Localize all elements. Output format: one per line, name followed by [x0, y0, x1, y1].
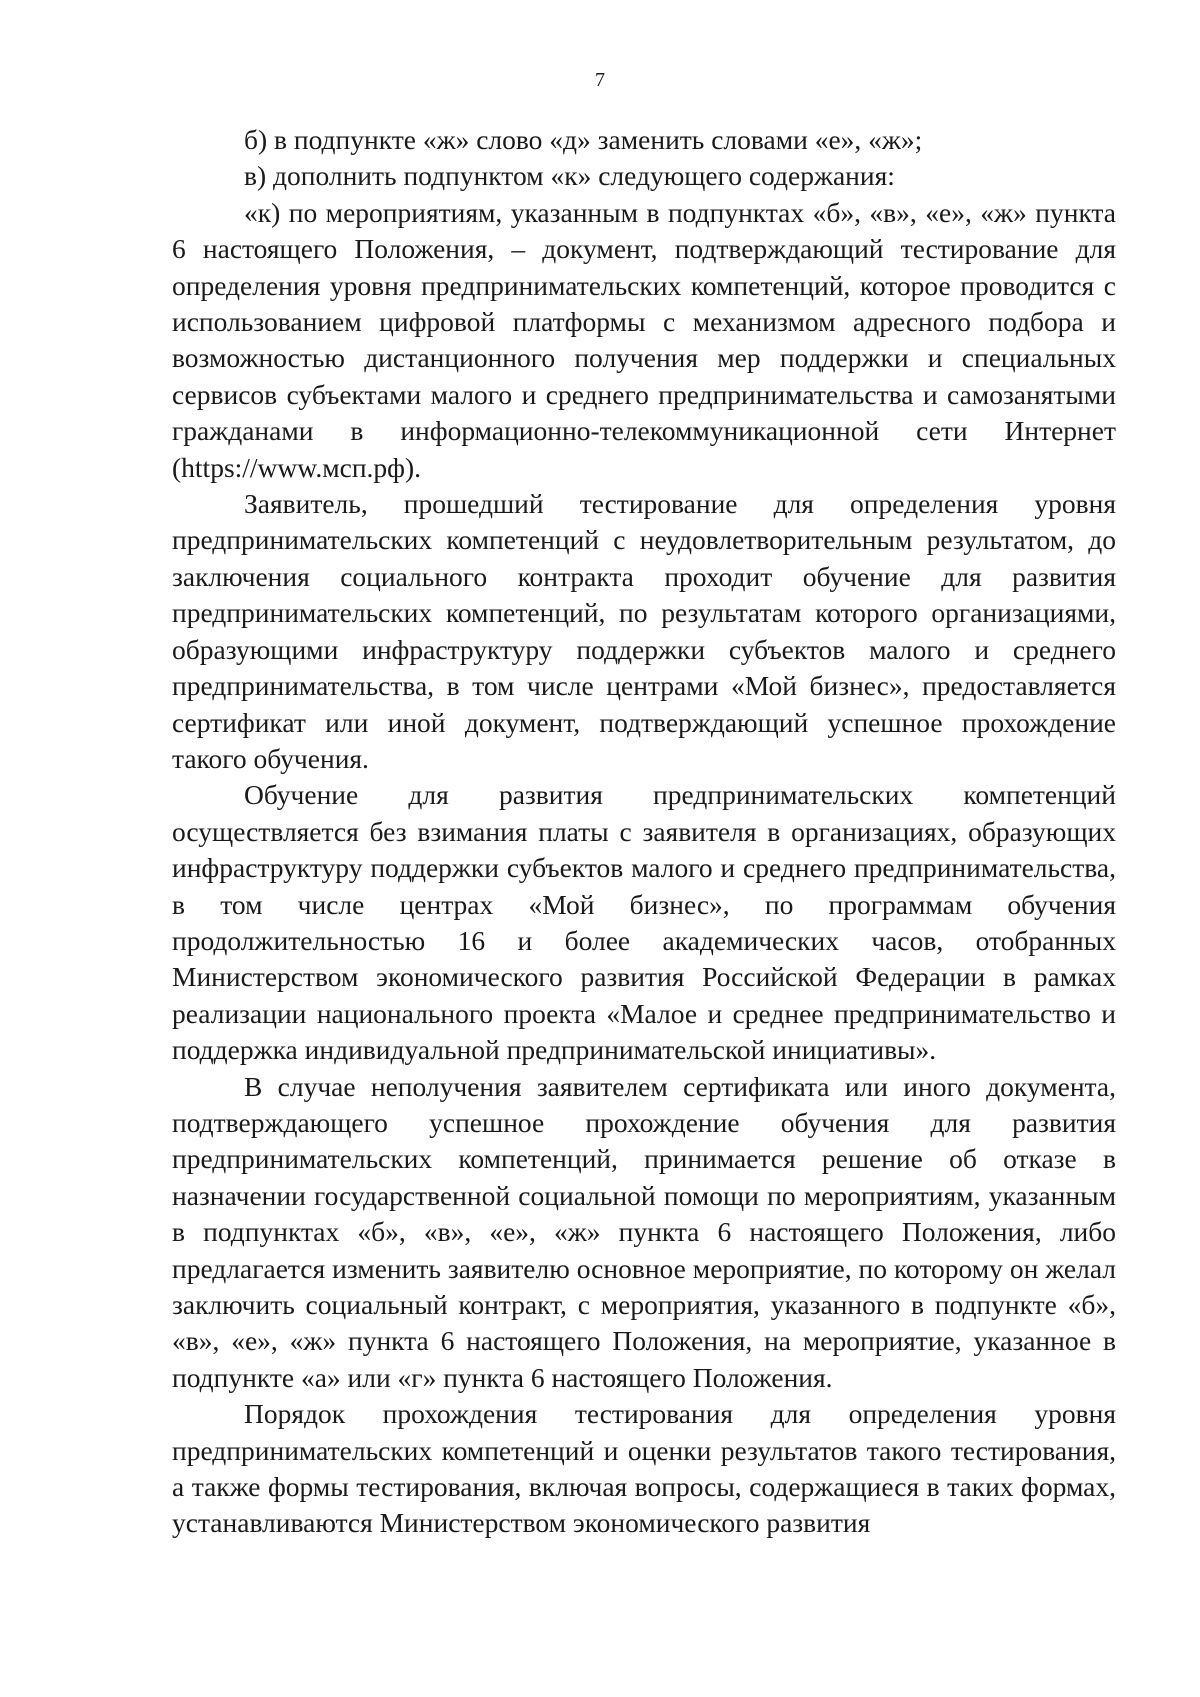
- paragraph-subitem-k: «к) по мероприятиям, указанным в подпунктах «б», «в», «е», «ж» пункта 6 настоящего Положения, – документ, подтверждающий тестирование для определения уровня предпринимательских компетенций, которое проводится с использованием цифровой платформы с механизмом адресного подбора и возможностью дистанционного получения мер поддержки и специальных сервисов субъектами малого и среднего предпринимательства и самозанятыми гражданами в информационно-телекоммуникационной сети Интернет (https://www.мсп.рф).: [172, 196, 1116, 483]
- paragraph-refusal: В случае неполучения заявителем сертификата или иного документа, подтверждающего успешное прохождение обучения для развития предпринимательских компетенций, принимается решение об отказе в назначении государственной социальной помощи по мероприятиям, указанным в подпунктах «б», «в», «е», «ж» пункта 6 настоящего Положения, либо предлагается изменить заявителю основное мероприятие, по которому он желал заключить социальный контракт, с мероприятия, указанного в подпункте «б», «в», «е», «ж» пункта 6 настоящего Положения, на мероприятие, указанное в подпункте «а» или «г» пункта 6 настоящего Положения.: [172, 1070, 1116, 1393]
- paragraph-subitem-b: б) в подпункте «ж» слово «д» заменить словами «е», «ж»;: [244, 124, 923, 155]
- page-number: 7: [595, 69, 605, 91]
- paragraph-applicant-testing: Заявитель, прошедший тестирование для определения уровня предпринимательских компетенций с неудовлетворительным результатом, до заключения социального контракта проходит обучение для развития предпринимательских компетенций, по результатам которого организациями, образующими инфраструктуру поддержки субъектов малого и среднего предпринимательства, в том числе центрами «Мой бизнес», предоставляется сертификат или иной документ, подтверждающий успешное прохождение такого обучения.: [172, 488, 1116, 774]
- paragraph-training: Обучение для развития предпринимательских компетенций осуществляется без взимания платы с заявителя в организациях, образующих инфраструктуру поддержки субъектов малого и среднего предпринимательства, в том числе центрах «Мой бизнес», по программам обучения продолжительностью 16 и более академических часов, отобранных Министерством экономического развития Российской Федерации в рамках реализации национального проекта «Малое и среднее предпринимательство и поддержка индивидуальной предпринимательской инициативы».: [172, 779, 1116, 1066]
- paragraph-testing-procedure: Порядок прохождения тестирования для определения уровня предпринимательских компетенций и оценки результатов такого тестирования, а также формы тестирования, включая вопросы, содержащиеся в таких формах, устанавливаются Министерством экономического развития: [172, 1398, 1116, 1539]
- paragraph-subitem-v: в) дополнить подпунктом «к» следующего содержания:: [244, 160, 895, 192]
- document-body: [172, 122, 1116, 1542]
